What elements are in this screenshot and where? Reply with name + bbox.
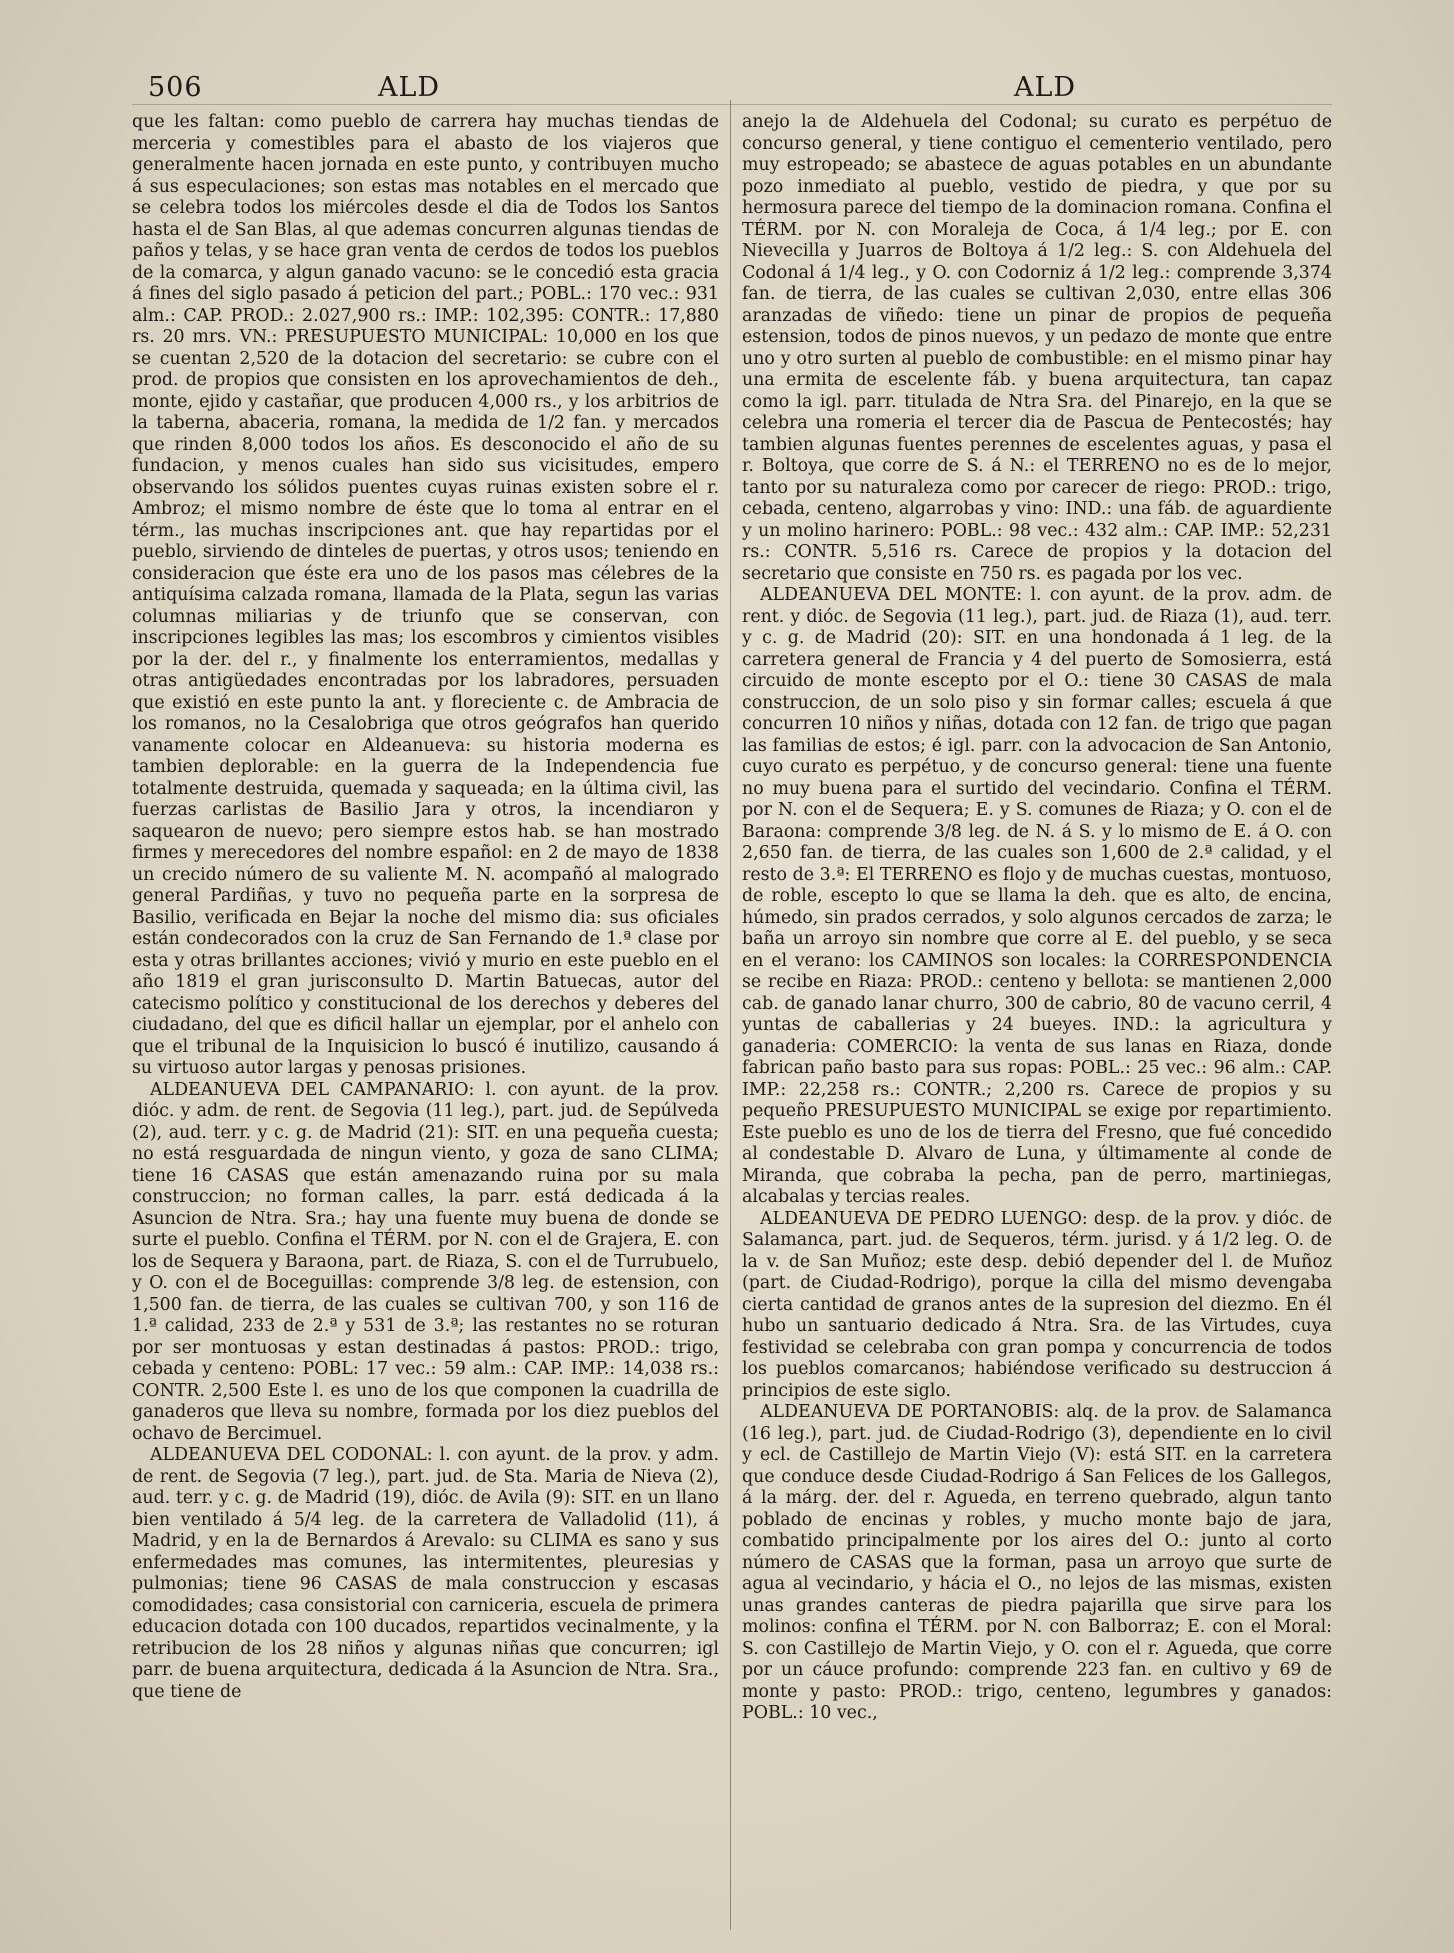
left-column [132, 112, 719, 1927]
entry-aldeanueva-de-portanobis: ALDEANUEVA DE PORTANOBIS: alq. de la prov. de Salamanca (16 leg.), part. jud. de Ciudad-Rodrigo (3), dependiente en lo civil y ecl. de Castillejo de Martin Viejo (V): está SIT. en la carretera que conduce desde Ciudad-Rodrigo á San Felices de los Gallegos, á la márg. der. del r. Agueda, en terreno quebrado, algun tanto poblado de encinas y robles, y mucho monte bajo de jara, combatido principalmente por los aires del O.: junto al corto número de CASAS que la forman, pasa un arroyo que surte de agua al vecindario, y hácia el O., no lejos de las mismas, existen unas grandes canteras de piedra pajarilla que sirve para los molinos: confina el TÉRM. por N. con Balborraz; E. con el Moral: S. con Castillejo de Martin Viejo, y O. con el r. Agueda, que corre por un cáuce profundo: comprende 223 fan. en cultivo y 69 de monte y pasto: PROD.: trigo, centeno, legumbres y ganados: POBL.: 10 vec., [742, 1402, 1332, 1723]
continued-entry-codonal: anejo la de Aldehuela del Codonal; su curato es perpétuo de concurso general, y tiene contiguo el cementerio ventilado, pero muy estropeado; se abastece de aguas potables en un abundante pozo inmediato al pueblo, vestido de piedra, y que por su hermosura parece del tiempo de la dominacion romana. Confina el TÉRM. por N. con Moraleja de Coca, á 1/4 leg.; por E. con Nievecilla y Juarros de Boltoya á 1/2 leg.: S. con Aldehuela del Codonal á 1/4 leg., y O. con Codorniz á 1/2 leg.: comprende 3,374 fan. de tierra, de las cuales se cultivan 2,030, entre ellas 306 aranzadas de viñedo: tiene un pinar de propios de pequeña estension, todos de pinos nuevos, y un pedazo de monte que entre uno y otro surten al pueblo de combustible: en el mismo pinar hay una ermita de escelente fáb. y buena arquitectura, tan capaz como la igl. parr. titulada de Ntra Sra. del Pinarejo, en la que se celebra una romeria el tercer dia de Pascua de Pentecostés; hay tambien algunas fuentes perennes de escelentes aguas, y pasa el r. Boltoya, que corre de S. á N.: el TERRENO no es de lo mejor, tanto por su naturaleza como por carecer de riego: PROD.: trigo, cebada, centeno, algarrobas y vino: IND.: una fáb. de aguardiente y un molino harinero: POBL.: 98 vec.: 432 alm.: CAP. IMP.: 52,231 rs.: CONTR. 5,516 rs. Carece de propios y la dotacion del secretario que consiste en 750 rs. es pagada por los vec. [742, 112, 1332, 584]
right-running-head: ALD [1014, 72, 1077, 103]
right-column [742, 112, 1332, 1927]
entry-aldeanueva-de-pedro-luengo: ALDEANUEVA DE PEDRO LUENGO: desp. de la prov. y dióc. de Salamanca, part. jud. de Sequeros, térm. jurisd. y á 1/2 leg. O. de la v. de San Muñoz; este desp. debió depender del l. de Muñoz (part. de Ciudad-Rodrigo), porque la cilla del mismo devengaba cierta cantidad de granos antes de la supresion del diezmo. En él hubo un santuario dedicado á Ntra. Sra. de las Virtudes, cuya festividad se celebraba con gran pompa y concurrencia de todos los pueblos comarcanos; habiéndose verificado su destruccion á principios de este siglo. [742, 1208, 1332, 1401]
entry-aldeanueva-del-campanario: ALDEANUEVA DEL CAMPANARIO: l. con ayunt. de la prov. dióc. y adm. de rent. de Segovia (11 leg.), part. jud. de Sepúlveda (2), aud. terr. y c. g. de Madrid (21): SIT. en una pequeña cuesta; no está resguardada de ningun viento, y goza de sano CLIMA; tiene 16 CASAS que están amenazando ruina por su mala construccion; no forman calles, la parr. está dedicada á la Asuncion de Ntra. Sra.; hay una fuente muy buena de donde se surte el pueblo. Confina el TÉRM. por N. con el de Grajera, E. con los de Sequera y Baraona, part. de Riaza, S. con el de Turrubuelo, y O. con el de Boceguillas: comprende 3/8 leg. de estension, con 1,500 fan. de tierra, de las cuales se cultivan 700, y son 116 de 1.ª calidad, 233 de 2.ª y 531 de 3.ª; las restantes no se roturan por ser montuosas y estan destinadas á pastos: PROD.: trigo, cebada y centeno: POBL: 17 vec.: 59 alm.: CAP. IMP.: 14,038 rs.: CONTR. 2,500 Este l. es uno de los que componen la cuadrilla de ganaderos que lleva su nombre, formada por los diez pueblos del ochavo de Bercimuel. [132, 1079, 719, 1444]
continued-entry-paragraph: que les faltan: como pueblo de carrera hay muchas tiendas de merceria y comestibles para el abasto de los viajeros que generalmente hacen jornada en este punto, y contribuyen mucho á sus especulaciones; son estas mas notables en el mercado que se celebra todos los miércoles desde el dia de Todos los Santos hasta el de San Blas, al que ademas concurren algunas tiendas de paños y telas, y se hace gran venta de cerdos de todos los pueblos de la comarca, y algun ganado vacuno: se le concedió esta gracia á fines del siglo pasado á peticion del part.; POBL.: 170 vec.: 931 alm.: CAP. PROD.: 2.027,900 rs.: IMP.: 102,395: CONTR.: 17,880 rs. 20 mrs. VN.: PRESUPUESTO MUNICIPAL: 10,000 en los que se cuentan 2,520 de la dotacion del secretario: se cubre con el prod. de propios que consisten en los aprovechamientos de deh., monte, ejido y castañar, que producen 4,000 rs., y los arbitrios de la taberna, abaceria, romana, la medida de 1/2 fan. y mercados que rinden 8,000 todos los años. Es desconocido el año de su fundacion, y menos cuales han sido sus vicisitudes, empero observando los sólidos puentes cuyas ruinas existen sobre el r. Ambroz; el mismo nombre de éste que lo toma al entrar en el térm., las muchas inscripciones ant. que hay repartidas por el pueblo, sirviendo de dinteles de puertas, y otros usos; teniendo en consideracion que éste era uno de los pasos mas célebres de la antiquísima calzada romana, llamada de la Plata, segun las varias columnas miliarias y de triunfo que se conservan, con inscripciones legibles las mas; los escombros y cimientos visibles por la der. del r., y finalmente los enterramientos, medallas y otras antigüedades encontradas por los labradores, persuaden que existió en este punto la ant. y floreciente c. de Ambracia de los romanos, no la Cesalobriga que otros geógrafos han querido vanamente colocar en Aldeanueva: su historia moderna es tambien deplorable: en la guerra de la Independencia fue totalmente destruida, quemada y saqueada; en la última civil, las fuerzas carlistas de Basilio Jara y otros, la incendiaron y saquearon de nuevo; pero siempre estos hab. se han mostrado firmes y merecedores del nombre español: en 2 de mayo de 1838 un crecido número de su valiente M. N. acompañó al malogrado general Pardiñas, y tuvo no pequeña parte en la sorpresa de Basilio, verificada en Bejar la noche del mismo dia: sus oficiales están condecorados con la cruz de San Fernando de 1.ª clase por esta y otras brillantes acciones; vivió y murio en este pueblo en el año 1819 el gran jurisconsulto D. Martin Batuecas, autor del catecismo político y constitucional de los derechos y deberes del ciudadano, del que es dificil hallar un ejemplar, por el anhelo con que el tribunal de la Inquisicion lo buscó é inutilizo, causando á su virtuoso autor largas y penosas prisiones. [132, 112, 719, 1078]
entry-aldeanueva-del-monte: ALDEANUEVA DEL MONTE: l. con ayunt. de la prov. adm. de rent. y dióc. de Segovia (11 leg.), part. jud. de Riaza (1), aud. terr. y c. g. de Madrid (20): SIT. en una hondonada á 1 leg. de la carretera general de Francia y 4 del puerto de Somosierra, está circuido de monte escepto por el O.: tiene 30 CASAS de mala construccion, de un solo piso y sin formar calles; escuela á que concurren 10 niños y niñas, dotada con 12 fan. de trigo que pagan las familias de estos; é igl. parr. con la advocacion de San Antonio, cuyo curato es perpétuo, y de concurso general: tiene una fuente no muy buena para el surtido del vecindario. Confina el TÉRM. por N. con el de Sequera; E. y S. comunes de Riaza; y O. con el de Baraona: comprende 3/8 leg. de N. á S. y lo mismo de E. á O. con 2,650 fan. de tierra, de las cuales son 1,600 de 2.ª calidad, y el resto de 3.ª: El TERRENO es flojo y de muchas cuestas, montuoso, de roble, escepto lo que se llama la deh. que es alto, de encina, húmedo, sin prados cerrados, y solo algunos cercados de zarza; le baña un arroyo sin nombre que corre al E. del pueblo, y se seca en el verano: los CAMINOS son locales: la CORRESPONDENCIA se recibe en Riaza: PROD.: centeno y bellota: se mantienen 2,000 cab. de ganado lanar churro, 300 de cabrio, 80 de vacuno cerril, 4 yuntas de caballerias y 24 bueyes. IND.: la agricultura y ganaderia: COMERCIO: la venta de sus lanas en Riaza, donde fabrican paño basto para sus ropas: POBL.: 25 vec.: 96 alm.: CAP. IMP.: 22,258 rs.: CONTR.; 2,200 rs. Carece de propios y su pequeño PRESUPUESTO MUNICIPAL se exige por repartimiento. Este pueblo es uno de los de tierra del Fresno, que fué concedido al condestable D. Alvaro de Luna, y últimamente al conde de Miranda, que cobraba la pecha, pan de perro, martiniegas, alcabalas y tercias reales. [742, 585, 1332, 1207]
header-rule [132, 104, 1332, 105]
column-divider [730, 100, 731, 1930]
page-number: 506 [148, 72, 203, 103]
entry-aldeanueva-del-codonal: ALDEANUEVA DEL CODONAL: l. con ayunt. de la prov. y adm. de rent. de Segovia (7 leg.), part. jud. de Sta. Maria de Nieva (2), aud. terr. y c. g. de Madrid (19), dióc. de Avila (9): SIT. en un llano bien ventilado á 5/4 leg. de la carretera de Valladolid (11), á Madrid, y en la de Bernardos á Arevalo: su CLIMA es sano y sus enfermedades mas comunes, las intermitentes, pleuresias y pulmonias; tiene 96 CASAS de mala construccion y escasas comodidades; casa consistorial con carniceria, escuela de primera educacion dotada con 100 ducados, repartidos vecinalmente, y la retribucion de los 28 niños y algunas niñas que concurren; igl parr. de buena arquitectura, dedicada á la Asuncion de Ntra. Sra., que tiene de [132, 1445, 719, 1702]
left-running-head: ALD [378, 72, 441, 103]
